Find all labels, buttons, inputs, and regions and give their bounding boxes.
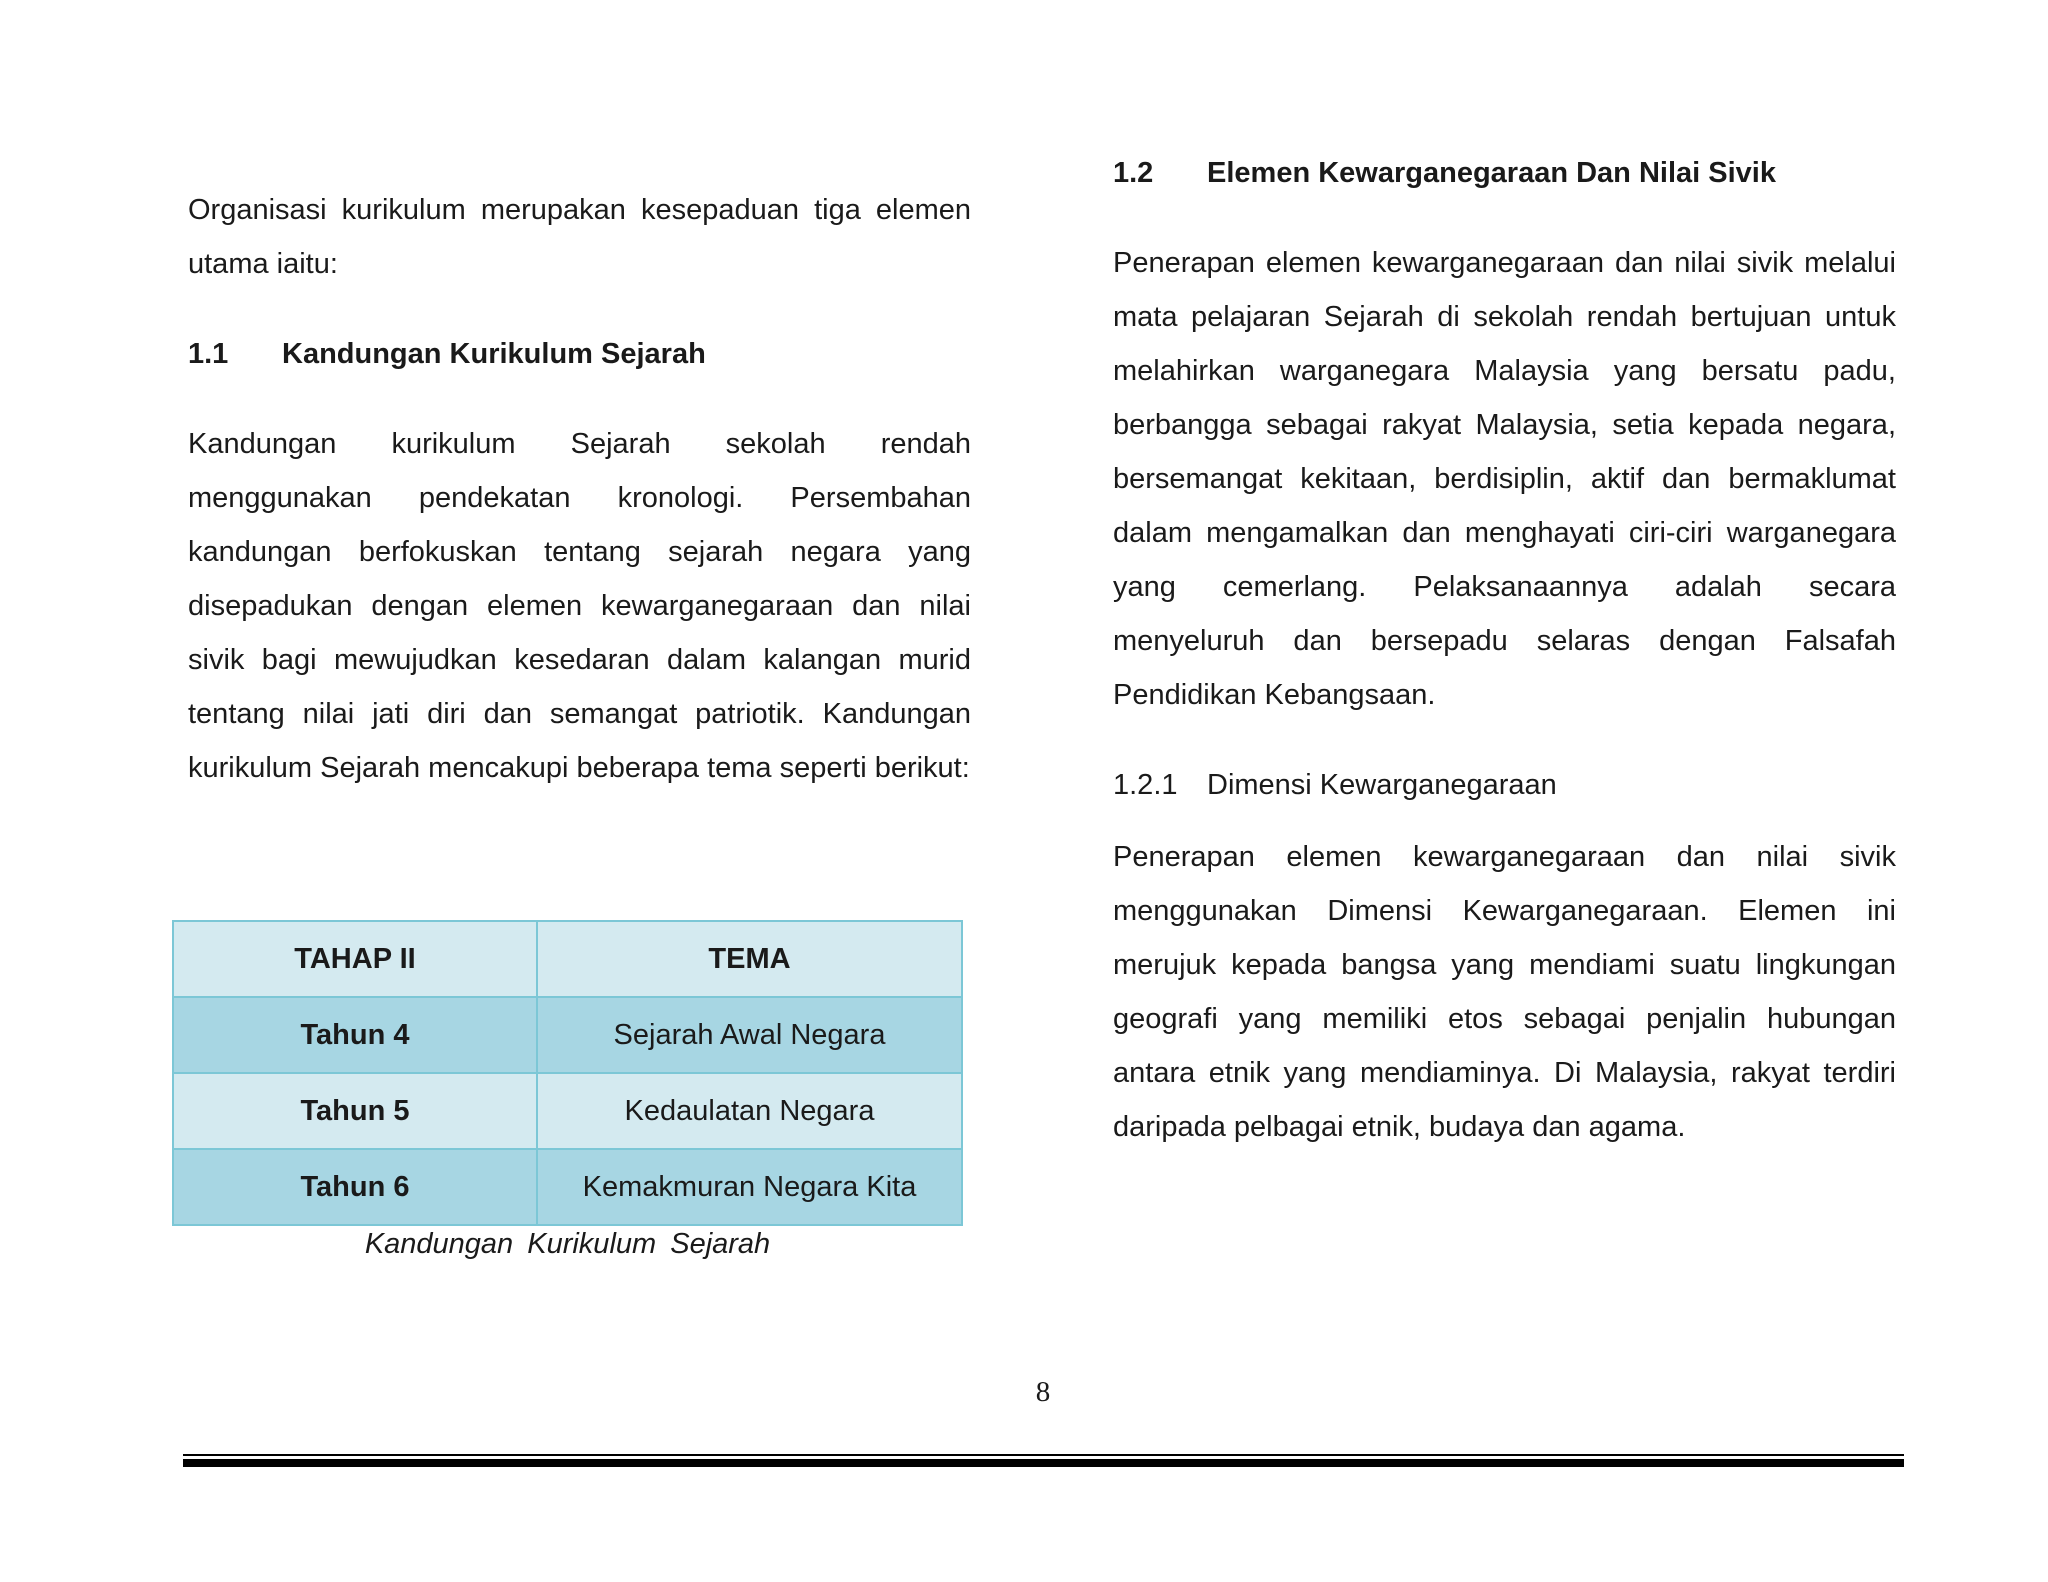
table-caption: Kandungan Kurikulum Sejarah	[364, 1228, 771, 1260]
table-row	[173, 1149, 962, 1225]
table-header-cell: TEMA	[537, 921, 962, 997]
section-number: 1.2.1	[1113, 769, 1178, 801]
section-title: Kandungan Kurikulum Sejarah	[282, 338, 706, 370]
section-title: Dimensi Kewarganegaraan	[1207, 769, 1557, 801]
right-column	[1113, 146, 1896, 1154]
section-1-2-body: Penerapan elemen kewarganegaraan dan nilai sivik melalui mata pelajaran Sejarah di sekolah rendah bertujuan untuk melahirkan warganegara Malaysia yang bersatu padu, berbangga sebagai rakyat Malaysia, setia kepada negara, bersemangat kekitaan, berdisiplin, aktif dan bermaklumat dalam mengamalkan dan menghayati ciri-ciri warganegara yang cemerlang. Pelaksanaannya adalah secara menyeluruh dan bersepadu selaras dengan Falsafah Pendidikan Kebangsaan.	[1113, 247, 1896, 711]
theme-table	[172, 920, 963, 1226]
table-cell-theme: Kedaulatan Negara	[537, 1073, 962, 1149]
table-cell-year: Tahun 6	[173, 1149, 537, 1225]
section-number: 1.2	[1113, 157, 1154, 189]
theme-table-container	[172, 920, 963, 1261]
section-heading-1-2	[1113, 146, 1896, 200]
section-heading-1-2-1	[1113, 758, 1896, 812]
section-title: Elemen Kewarganegaraan Dan Nilai Sivik	[1207, 157, 1776, 189]
table-row	[173, 1073, 962, 1149]
table-cell-year: Tahun 4	[173, 997, 537, 1073]
footer-rule-thick	[183, 1459, 1904, 1467]
table-cell-year: Tahun 5	[173, 1073, 537, 1149]
footer-rule-thin	[183, 1454, 1904, 1456]
section-heading-1-1	[188, 327, 971, 381]
table-cell-theme: Kemakmuran Negara Kita	[537, 1149, 962, 1225]
section-1-2-1-body: Penerapan elemen kewarganegaraan dan nilai sivik menggunakan Dimensi Kewarganegaraan. Elemen ini merujuk kepada bangsa yang mendiami suatu lingkungan geografi yang memiliki etos sebagai penjalin hubungan antara etnik yang mendiaminya. Di Malaysia, rakyat terdiri daripada pelbagai etnik, budaya dan agama.	[1113, 841, 1896, 1143]
page-number: 8	[1035, 1376, 1051, 1408]
section-number: 1.1	[188, 338, 229, 370]
intro-paragraph: Organisasi kurikulum merupakan kesepaduan tiga elemen utama iaitu:	[188, 194, 971, 280]
section-1-1-body: Kandungan kurikulum Sejarah sekolah rendah menggunakan pendekatan kronologi. Persembahan kandungan berfokuskan tentang sejarah negara yang disepadukan dengan elemen kewarganegaraan dan nilai sivik bagi mewujudkan kesedaran dalam kalangan murid tentang nilai jati diri dan semangat patriotik. Kandungan kurikulum Sejarah mencakupi beberapa tema seperti berikut:	[188, 428, 971, 784]
left-column	[188, 183, 971, 795]
table-header-cell: TAHAP II	[173, 921, 537, 997]
table-row	[173, 997, 962, 1073]
table-header-row	[173, 921, 962, 997]
table-cell-theme: Sejarah Awal Negara	[537, 997, 962, 1073]
